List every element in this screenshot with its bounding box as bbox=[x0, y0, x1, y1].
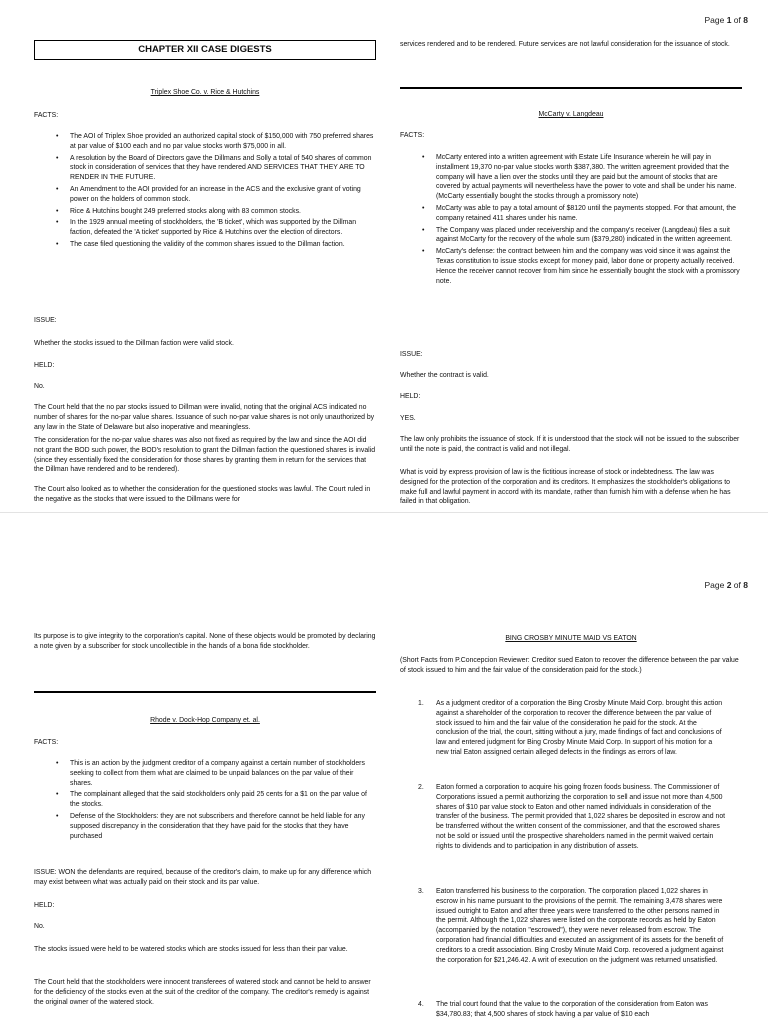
chapter-title: CHAPTER XII CASE DIGESTS bbox=[34, 40, 376, 60]
list-item: • The AOI of Triplex Shoe provided an authorized capital stock of $150,000 with 750 preferred shares at par value of $100 each and no par value stocks worth $75,000 in all. bbox=[34, 132, 376, 152]
item-number: 3. bbox=[418, 888, 424, 895]
list-item: • The case filed questioning the validity of the common shares issued to the Dillman faction. bbox=[34, 240, 376, 250]
item-number: 1. bbox=[418, 700, 424, 707]
numbered-list bbox=[400, 699, 726, 758]
case-title-bing-crosby: BING CROSBY MINUTE MAID VS EATON bbox=[505, 635, 637, 642]
list-item: • McCarty's defense: the contract between him and the company was void since it was against the Texas constitution to issue stocks except for money paid, labor done or property actually received. Hence the receiver cannot recover from him since he essentially bought the stock with a promissory note. bbox=[400, 247, 742, 286]
item-text: Eaton transferred his business to the corporation. The corporation placed 1,022 shares in escrow in his name pursuant to the provisions of the permit. The remaining 3,478 shares were issued outright to Eaton and after three years were transferred to the other persons named in the permit. Although the 1,022 shares were listed on the corporate records as held by Eaton (accompanied by the notation "escrowed"), they were never released from escrow. The corporation had financial difficulties and executed an assignment of its assets for the benefit of creditors to a credit association. Bing Crosby Minute Maid Corp. recovered a judgment against the corporation for $21,246.42. A writ of execution on the judgment was returned unsatisfied. bbox=[436, 888, 724, 964]
facts-label: FACTS: bbox=[34, 739, 59, 746]
held-label: HELD: bbox=[400, 393, 421, 400]
list-item: • Rice & Hutchins bought 249 preferred stocks along with 83 common stocks. bbox=[34, 207, 376, 217]
facts-list-rhode bbox=[34, 759, 376, 843]
issue-text: Whether the contract is valid. bbox=[400, 372, 489, 379]
case-intro: (Short Facts from P.Concepcion Reviewer: Creditor sued Eaton to recover the difference between the par value of stock issued to him and the fair value of the consideration paid for the stock.) bbox=[400, 657, 739, 674]
section-divider bbox=[400, 87, 742, 89]
case-title-triplex: Triplex Shoe Co. v. Rice & Hutchins bbox=[150, 89, 260, 96]
item-text: The trial court found that the value to the corporation of the consideration from Eaton was $34,780.83; that 4,500 shares of stock having a par value of $10 each bbox=[436, 1001, 708, 1018]
numbered-list bbox=[400, 1000, 726, 1020]
case-title-rhode: Rhode v. Dock-Hop Company et. al. bbox=[150, 717, 260, 724]
held-text: YES. bbox=[400, 415, 416, 422]
numbered-list bbox=[400, 783, 726, 852]
list-item: • An Amendment to the AOI provided for an increase in the ACS and the exclusive grant of voting power on the holders of common stock. bbox=[34, 185, 376, 205]
page-number: Page 2 of 8 bbox=[704, 580, 748, 590]
list-item bbox=[400, 699, 726, 758]
ruling-paragraph: What is void by express provision of law is the fictitious increase of stock or indebtedness. The law was designed for the protection of the corporation and its creditors. It emphasizes the stockholder's obligations to make full and lawful payment in accord with its mandate, rather than furnish him with a defense when he has failed in that obligation. bbox=[400, 469, 731, 506]
held-text: No. bbox=[34, 923, 45, 930]
list-item bbox=[400, 887, 726, 965]
ruling-paragraph: The Court also looked as to whether the consideration for the questioned stocks was lawful. The Court ruled in the negative as the stocks that were issued to the Dillmans were for bbox=[34, 486, 371, 503]
list-item: • This is an action by the judgment creditor of a company against a certain number of stockholders seeking to collect from them what are claimed to be unpaid balances on the par value of their shares. bbox=[34, 759, 376, 788]
issue-text: Whether the stocks issued to the Dillman faction were valid stock. bbox=[34, 340, 234, 347]
item-text: Eaton formed a corporation to acquire his going frozen foods business. The Commissioner of Corporations issued a permit authorizing the corporation to sell and issue not more than 4,500 shares of $10 par value stock to Eaton and other named individuals in consideration of the transfer of the business. The permit provided that 1,022 shares be deposited in escrow and not be transferred without the written consent of the commissioner, and that the escrowed shares not be sold or issued until the prospective shareholders named in the permit waived certain rights to dividends and to participation in any distribution of assets. bbox=[436, 784, 726, 850]
held-label: HELD: bbox=[34, 902, 55, 909]
list-item: • The complainant alleged that the said stockholders only paid 25 cents for a $1 on the par value of the stocks. bbox=[34, 790, 376, 810]
issue-label: ISSUE: bbox=[400, 351, 423, 358]
facts-label: FACTS: bbox=[34, 112, 59, 119]
list-item bbox=[400, 783, 726, 852]
facts-list-mccarty bbox=[400, 153, 742, 288]
held-label: HELD: bbox=[34, 362, 55, 369]
facts-list-triplex bbox=[34, 132, 376, 252]
numbered-list bbox=[400, 887, 726, 965]
item-text: As a judgment creditor of a corporation the Bing Crosby Minute Maid Corp. brought this action against a shareholder of the corporation to recover the difference between the par value of stock issued to him and the fair value of the consideration he paid for the stock. At the conclusion of the trial, the court, sitting without a jury, made findings of fact and conclusions of law and entered judgment for Bing Crosby Minute Maid Corp. In support of his motion for a new trial Eaton assigned certain alleged defects in the findings as errors of law. bbox=[436, 700, 723, 756]
list-item: • McCarty was able to pay a total amount of $8120 until the payments stopped. For that amount, the company retained 411 shares under his name. bbox=[400, 204, 742, 224]
ruling-paragraph: The Court held that the stockholders were innocent transferees of watered stock and cannot be held to answer for the deficiency of the stocks even at the suit of the creditor of the company. The creditor's remedy is against the original owner of the watered stock. bbox=[34, 979, 371, 1006]
list-item: • A resolution by the Board of Directors gave the Dillmans and Solly a total of 540 shares of common stock in consideration of services that they have rendered AND SERVICES THAT THEY ARE TO RENDER IN THE FUTURE. bbox=[34, 154, 376, 183]
page-2 bbox=[0, 512, 768, 1024]
ruling-paragraph: The stocks issued were held to be watered stocks which are stocks issued for less than their par value. bbox=[34, 946, 348, 953]
issue-label: ISSUE: bbox=[34, 317, 57, 324]
list-item: • In the 1929 annual meeting of stockholders, the 'B ticket', which was supported by the Dillman faction, defeated the 'A ticket' supported by Rice & Hutchins over the election of directors. bbox=[34, 218, 376, 238]
continued-text: Its purpose is to give integrity to the corporation's capital. None of these objects would be promoted by declaring a note given by a subscriber for stock uncollectible in the hands of a bona fide stockholder. bbox=[34, 633, 376, 650]
ruling-paragraph: The consideration for the no-par value shares was also not fixed as required by the law and since the AOI did not grant the BOD such power, the BOD's resolution to grant the Dillman faction the questioned shares is invalid (since they essentially fixed the consideration for those shares by granting them in return for the services that the Dillman have rendered and to be rendered). bbox=[34, 437, 376, 474]
held-text: No. bbox=[34, 383, 45, 390]
continued-text: services rendered and to be rendered. Future services are not lawful consideration for the issuance of stock. bbox=[400, 41, 730, 48]
item-number: 4. bbox=[418, 1001, 424, 1008]
facts-label: FACTS: bbox=[400, 132, 425, 139]
issue-text: ISSUE: WON the defendants are required, because of the creditor's claim, to make up for any difference which may exist between what was actually paid on their stock and its par value. bbox=[34, 869, 372, 886]
list-item: • Defense of the Stockholders: they are not subscribers and therefore cannot be held liable for any supposed discrepancy in the consideration that they have paid for the stocks that they have purchased bbox=[34, 812, 376, 841]
ruling-paragraph: The Court held that the no par stocks issued to Dillman were invalid, noting that the original ACS indicated no number of shares for the no-par value shares. Issuance of such no-par value shares is not only unauthorized by any law in the State of Delaware but also inoperative and meaningless. bbox=[34, 404, 375, 431]
list-item: • The Company was placed under receivership and the company's receiver (Langdeau) files a suit against McCarty for the recovery of the whole sum ($379,280) indicated in the written agreement. bbox=[400, 226, 742, 246]
list-item: • McCarty entered into a written agreement with Estate Life Insurance wherein he will pay in installment 19,370 no-par value stocks worth $387,380. The written agreement provided that the company will have a lien over the stocks until they are paid but the amount of stocks that are covered by actual payments will nevertheless have the power to vote and shall be under his name. (McCarty essentially bought the stocks through a promissory note) bbox=[400, 153, 742, 202]
list-item bbox=[400, 1000, 726, 1020]
item-number: 2. bbox=[418, 784, 424, 791]
section-divider bbox=[34, 691, 376, 693]
ruling-paragraph: The law only prohibits the issuance of stock. If it is understood that the stock will not be issued to the subscriber until the note is paid, the contract is valid and not illegal. bbox=[400, 436, 740, 453]
page-number: Page 1 of 8 bbox=[704, 15, 748, 25]
case-title-mccarty: McCarty v. Langdeau bbox=[538, 111, 604, 118]
